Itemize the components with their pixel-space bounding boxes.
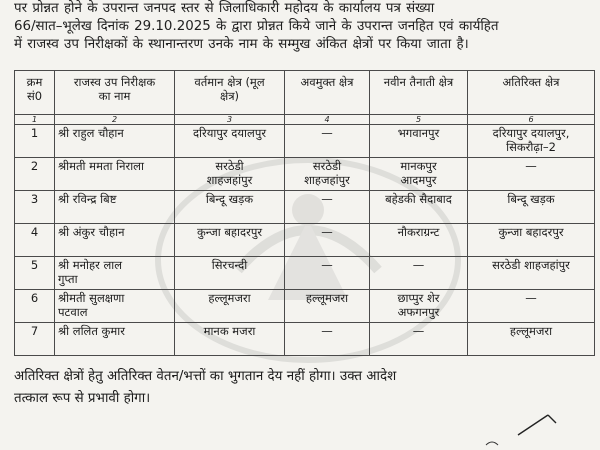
cell-serial: 4 bbox=[15, 224, 55, 257]
table-row bbox=[15, 125, 595, 158]
cell-relieved-area: — bbox=[285, 191, 370, 224]
cell-serial: 6 bbox=[15, 290, 55, 323]
cell-serial: 3 bbox=[15, 191, 55, 224]
table-row bbox=[15, 224, 595, 257]
table-row bbox=[15, 191, 595, 224]
col-number: 3 bbox=[175, 115, 285, 125]
cell-serial: 5 bbox=[15, 257, 55, 290]
cell-current-area: सिरचन्दी bbox=[175, 257, 285, 290]
cell-name: श्री ललित कुमार bbox=[55, 323, 175, 356]
footer-paragraph: अतिरिक्त क्षेत्रों हेतु अतिरिक्त वेतन/भत्तों का भुगतान देय नहीं होगा। उक्त आदेश तत्काल रूप से प्रभावी होगा। bbox=[14, 369, 397, 406]
cell-relieved-area: — bbox=[285, 125, 370, 158]
cell-relieved-area: — bbox=[285, 257, 370, 290]
cell-name: श्री राहुल चौहान bbox=[55, 125, 175, 158]
cell-additional-area: सरठेडी शाहजहांपुर bbox=[468, 257, 595, 290]
intro-paragraph: पर प्रोन्नत होने के उपरान्त जनपद स्तर से जिलाधिकारी महोदय के कार्यालय पत्र संख्या 66/सात–भूलेख दिनांक 29.10.2025 के द्वारा प्रोन्नत किये जाने के उपरान्त जनहित एवं कार्यहित में राजस्व उप निरीक्षकों के स्थानान्तरण उनके नाम के सम्मुख अंकित क्षेत्रों पर किया जाता है। bbox=[14, 1, 499, 52]
cell-relieved-area: सरठेडी शाहजहांपुर bbox=[285, 158, 370, 191]
header-new-posting: नवीन तैनाती क्षेत्र bbox=[370, 71, 468, 115]
cell-new-posting: भगवानपुर bbox=[370, 125, 468, 158]
cell-additional-area: कुन्जा बहादरपुर bbox=[468, 224, 595, 257]
header-relieved-area: अवमुक्त क्षेत्र bbox=[285, 71, 370, 115]
col-number: 4 bbox=[285, 115, 370, 125]
transfer-table bbox=[14, 70, 595, 356]
signature-mark bbox=[478, 405, 588, 450]
cell-relieved-area: — bbox=[285, 323, 370, 356]
header-current-area: वर्तमान क्षेत्र (मूल क्षेत्र) bbox=[175, 71, 285, 115]
cell-relieved-area: हल्लूमजरा bbox=[285, 290, 370, 323]
cell-name: श्रीमती ममता निराला bbox=[55, 158, 175, 191]
table-header-row bbox=[15, 71, 595, 115]
header-serial: क्रम सं0 bbox=[15, 71, 55, 115]
cell-name: श्रीमती सुलक्षणा पटवाल bbox=[55, 290, 175, 323]
cell-serial: 1 bbox=[15, 125, 55, 158]
header-additional-area: अतिरिक्त क्षेत्र bbox=[468, 71, 595, 115]
cell-new-posting: — bbox=[370, 257, 468, 290]
cell-relieved-area: — bbox=[285, 224, 370, 257]
cell-name: श्री अंकुर चौहान bbox=[55, 224, 175, 257]
cell-new-posting: छाप्पुर शेर अफगनपुर bbox=[370, 290, 468, 323]
column-number-row bbox=[15, 115, 595, 125]
table-row bbox=[15, 158, 595, 191]
cell-current-area: हल्लूमजरा bbox=[175, 290, 285, 323]
header-name: राजस्व उप निरीक्षक का नाम bbox=[55, 71, 175, 115]
table-row bbox=[15, 323, 595, 356]
col-number: 2 bbox=[55, 115, 175, 125]
cell-serial: 7 bbox=[15, 323, 55, 356]
cell-name: श्री मनोहर लाल गुप्ता bbox=[55, 257, 175, 290]
cell-current-area: दरियापुर दयालपुर bbox=[175, 125, 285, 158]
cell-additional-area: — bbox=[468, 290, 595, 323]
cell-new-posting: — bbox=[370, 323, 468, 356]
col-number: 6 bbox=[468, 115, 595, 125]
table-row bbox=[15, 290, 595, 323]
cell-additional-area: दरियापुर दयालपुर, सिकरौढ़ा–2 bbox=[468, 125, 595, 158]
cell-current-area: बिन्दू खड़क bbox=[175, 191, 285, 224]
col-number: 1 bbox=[15, 115, 55, 125]
cell-additional-area: हल्लूमजरा bbox=[468, 323, 595, 356]
cell-serial: 2 bbox=[15, 158, 55, 191]
cell-new-posting: बहेडकी सैदाबाद bbox=[370, 191, 468, 224]
cell-additional-area: — bbox=[468, 158, 595, 191]
cell-current-area: कुन्जा बहादरपुर bbox=[175, 224, 285, 257]
cell-additional-area: बिन्दू खड़क bbox=[468, 191, 595, 224]
cell-current-area: सरठेडी शाहजहांपुर bbox=[175, 158, 285, 191]
table-row bbox=[15, 257, 595, 290]
cell-new-posting: नौकराग्रन्ट bbox=[370, 224, 468, 257]
col-number: 5 bbox=[370, 115, 468, 125]
cell-new-posting: मानकपुर आदमपुर bbox=[370, 158, 468, 191]
cell-current-area: मानक मजरा bbox=[175, 323, 285, 356]
cell-name: श्री रविन्द्र बिष्ट bbox=[55, 191, 175, 224]
